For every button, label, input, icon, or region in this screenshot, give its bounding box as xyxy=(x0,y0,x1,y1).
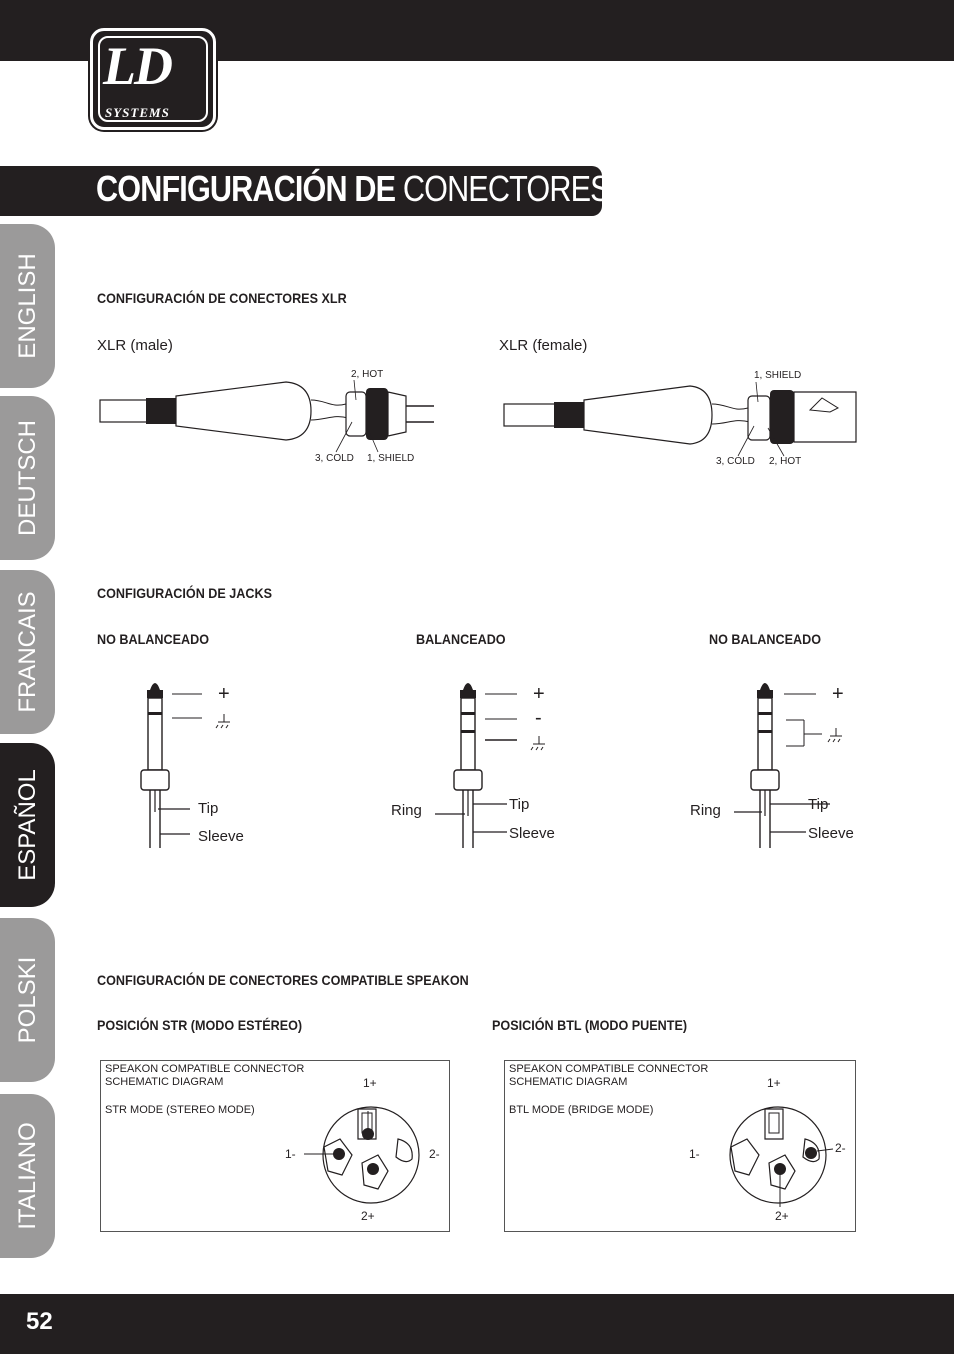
speakon-btl-title: POSICIÓN BTL (MODO PUENTE) xyxy=(492,1017,688,1033)
jack2-ring-label: Ring xyxy=(391,802,422,819)
xlr-female-pin-left: 3, COLD xyxy=(716,456,755,467)
ld-systems-logo xyxy=(90,28,216,130)
page-title-bold: CONFIGURACIÓN DE xyxy=(96,168,396,209)
jack-col3-title: NO BALANCEADO xyxy=(709,631,822,647)
str-2plus: 2+ xyxy=(361,1209,375,1223)
speakon-btl-diagram xyxy=(723,1099,833,1209)
jack-col2-title: BALANCEADO xyxy=(416,631,506,647)
jack3-tip-label: Tip xyxy=(808,796,829,813)
str-1plus: 1+ xyxy=(363,1076,377,1090)
jack2-tip-label: Tip xyxy=(509,796,530,813)
xlr-female-title: XLR (female) xyxy=(499,337,588,354)
jack2-plus: + xyxy=(533,683,545,705)
btl-1plus: 1+ xyxy=(767,1076,781,1090)
tab-polski[interactable] xyxy=(0,918,55,1082)
tab-english-label: ENGLISH xyxy=(13,253,41,359)
jack2-minus: - xyxy=(535,707,542,729)
tab-italiano[interactable] xyxy=(0,1094,55,1258)
jack3-sleeve-label: Sleeve xyxy=(808,825,854,842)
jack-col1-title: NO BALANCEADO xyxy=(97,631,210,647)
bottom-bar xyxy=(0,1294,954,1354)
jacks-heading: CONFIGURACIÓN DE JACKS xyxy=(97,585,273,601)
tab-italiano-label: ITALIANO xyxy=(13,1122,41,1230)
str-1minus: 1- xyxy=(285,1147,296,1161)
xlr-female-pin-top: 1, SHIELD xyxy=(754,370,802,381)
tab-deutsch[interactable] xyxy=(0,396,55,560)
jack2-sleeve-label: Sleeve xyxy=(509,825,555,842)
btl-line2: SCHEMATIC DIAGRAM xyxy=(509,1076,628,1088)
speakon-str-box xyxy=(100,1060,450,1232)
xlr-female-diagram xyxy=(500,372,860,472)
jack1-sleeve-label: Sleeve xyxy=(198,828,244,845)
logo-sub-text: SYSTEMS xyxy=(105,105,170,120)
btl-line1: SPEAKON COMPATIBLE CONNECTOR xyxy=(509,1063,709,1075)
speakon-btl-box xyxy=(504,1060,856,1232)
btl-1minus: 1- xyxy=(689,1147,700,1161)
xlr-male-pin-top: 2, HOT xyxy=(351,369,384,380)
xlr-male-pin-left: 3, COLD xyxy=(315,453,354,464)
jack3-plus: + xyxy=(832,683,844,705)
tab-espanol-label: ESPAÑOL xyxy=(13,769,41,881)
tab-polski-label: POLSKI xyxy=(13,956,41,1044)
str-2minus: 2- xyxy=(429,1147,440,1161)
jack1-plus: + xyxy=(218,683,230,705)
xlr-male-title: XLR (male) xyxy=(97,337,173,354)
speakon-heading: CONFIGURACIÓN DE CONECTORES COMPATIBLE SPEAKON xyxy=(97,972,469,988)
btl-mode: BTL MODE (BRIDGE MODE) xyxy=(509,1104,654,1116)
speakon-str-title: POSICIÓN STR (MODO ESTÉREO) xyxy=(97,1017,303,1033)
str-line1: SPEAKON COMPATIBLE CONNECTOR xyxy=(105,1063,305,1075)
page-number: 52 xyxy=(26,1308,53,1335)
speakon-str-diagram xyxy=(316,1099,426,1209)
jack1-tip-label: Tip xyxy=(198,800,219,817)
tab-francais-label: FRANCAIS xyxy=(13,591,41,713)
jack3-ring-label: Ring xyxy=(690,802,721,819)
tab-english[interactable] xyxy=(0,224,55,388)
page-title xyxy=(96,168,617,210)
page-title-light: CONECTORES: xyxy=(402,168,618,209)
btl-2minus: 2- xyxy=(835,1141,846,1155)
str-mode: STR MODE (STEREO MODE) xyxy=(105,1104,255,1116)
xlr-male-pin-right: 1, SHIELD xyxy=(367,453,415,464)
tab-deutsch-label: DEUTSCH xyxy=(13,419,41,537)
str-line2: SCHEMATIC DIAGRAM xyxy=(105,1076,224,1088)
tab-espanol[interactable] xyxy=(0,743,55,907)
xlr-heading: CONFIGURACIÓN DE CONECTORES XLR xyxy=(97,290,347,306)
xlr-female-pin-right: 2, HOT xyxy=(769,456,802,467)
tab-francais[interactable] xyxy=(0,570,55,734)
logo-main-text: LD xyxy=(103,36,171,96)
btl-2plus: 2+ xyxy=(775,1209,789,1223)
